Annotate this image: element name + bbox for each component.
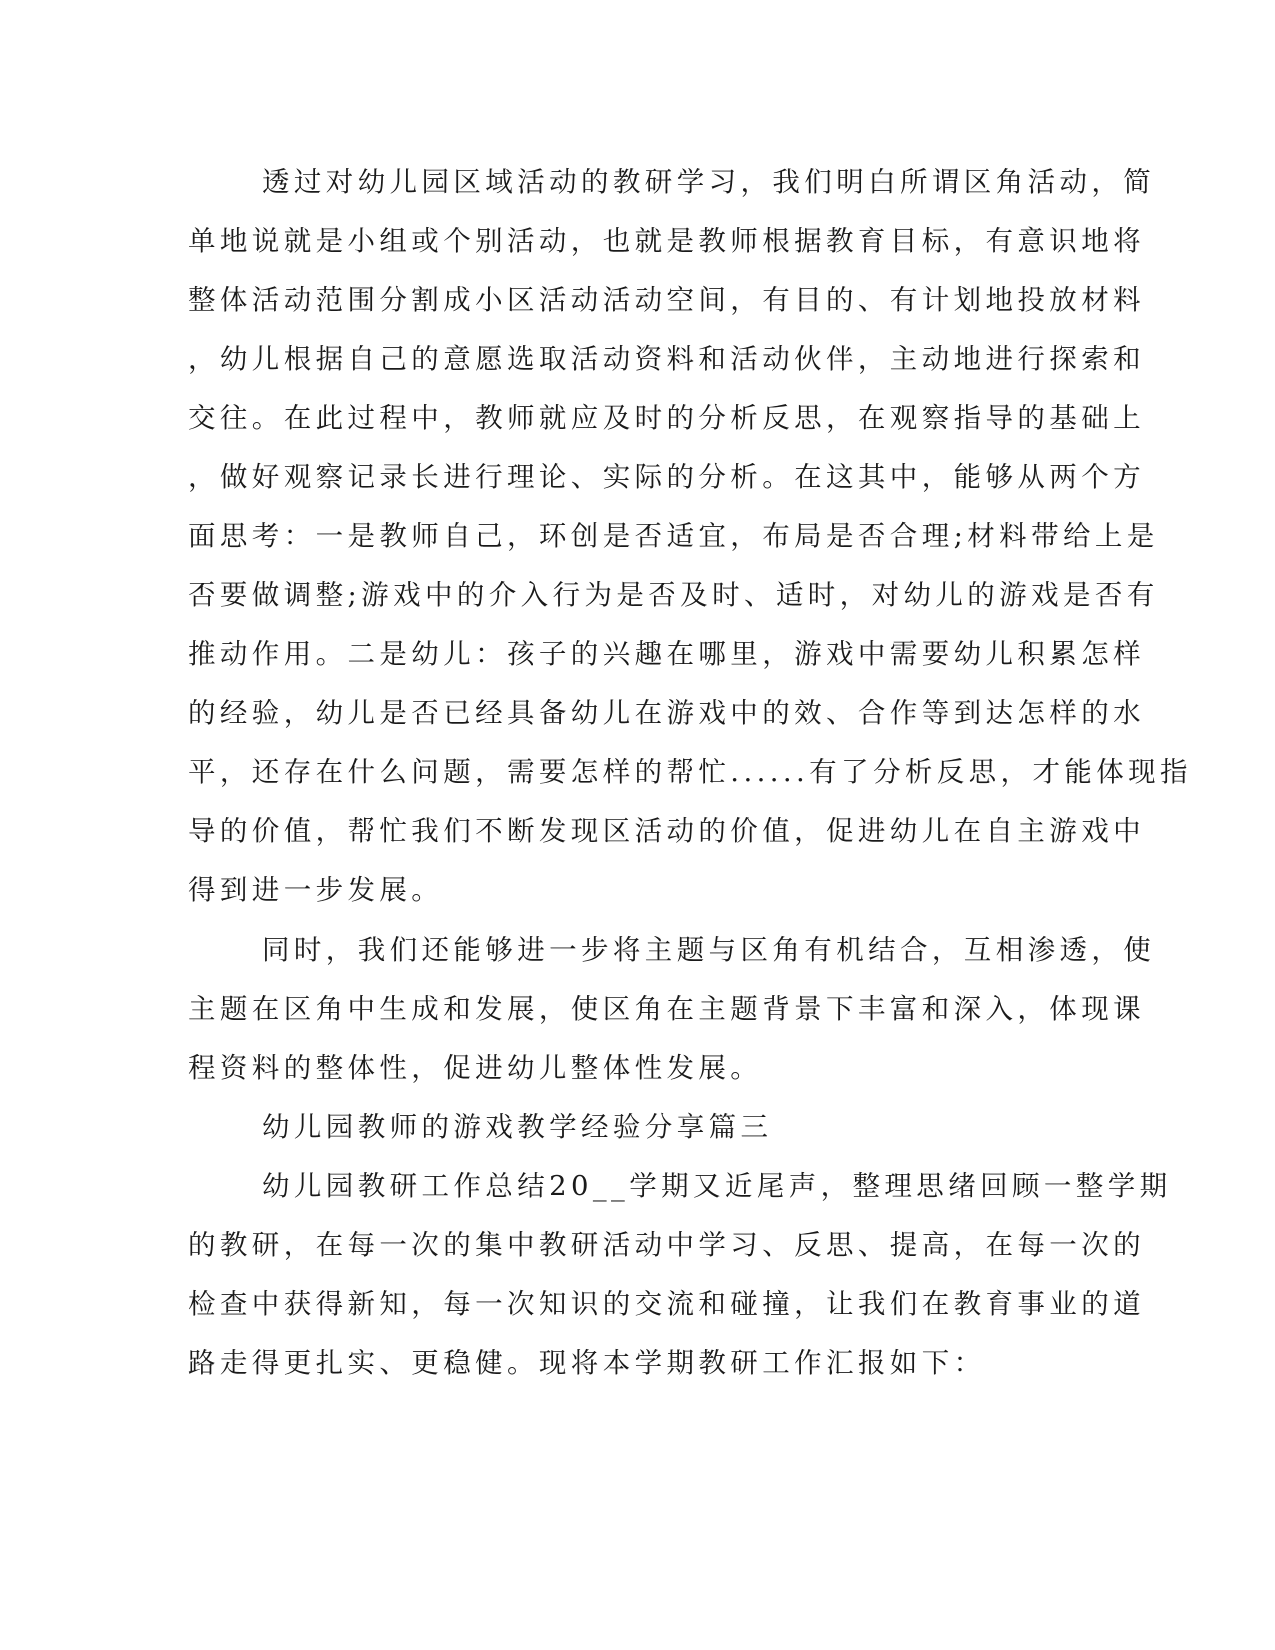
paragraph-2-line-3: 程资料的整体性，促进幼儿整体性发展。 — [188, 1052, 763, 1084]
paragraph-1-line-3: 整体活动范围分割成小区活动活动空间，有目的、有计划地投放材料 — [188, 284, 1145, 316]
paragraph-3-line-1: 幼儿园教研工作总结20__学期又近尾声，整理思绪回顾一整学期 — [262, 1170, 1172, 1202]
paragraph-2-line-2: 主题在区角中生成和发展，使区角在主题背景下丰富和深入，体现课 — [188, 993, 1145, 1025]
paragraph-1-line-2: 单地说就是小组或个别活动，也就是教师根据教育目标，有意识地将 — [188, 225, 1145, 257]
section-heading: 幼儿园教师的游戏教学经验分享篇三 — [262, 1111, 773, 1143]
paragraph-1-line-13: 得到进一步发展。 — [188, 874, 444, 906]
paragraph-1-line-1: 透过对幼儿园区域活动的教研学习，我们明白所谓区角活动，简 — [262, 166, 1156, 198]
paragraph-1-line-7: 面思考：一是教师自己，环创是否适宜，布局是否合理;材料带给上是 — [188, 520, 1159, 552]
paragraph-1-line-10: 的经验，幼儿是否已经具备幼儿在游戏中的效、合作等到达怎样的水 — [188, 697, 1145, 729]
paragraph-1-line-4: ，幼儿根据自己的意愿选取活动资料和活动伙伴，主动地进行探索和 — [188, 343, 1145, 375]
paragraph-3-line-4: 路走得更扎实、更稳健。现将本学期教研工作汇报如下： — [188, 1347, 986, 1379]
paragraph-3-line-3: 检查中获得新知，每一次知识的交流和碰撞，让我们在教育事业的道 — [188, 1288, 1145, 1320]
paragraph-1-line-8: 否要做调整;游戏中的介入行为是否及时、适时，对幼儿的游戏是否有 — [188, 579, 1159, 611]
paragraph-1-line-12: 导的价值，帮忙我们不断发现区活动的价值，促进幼儿在自主游戏中 — [188, 815, 1145, 847]
paragraph-2-line-1: 同时，我们还能够进一步将主题与区角有机结合，互相渗透，使 — [262, 934, 1156, 966]
paragraph-3-line-2: 的教研，在每一次的集中教研活动中学习、反思、提高，在每一次的 — [188, 1229, 1145, 1261]
paragraph-1-line-11: 平，还存在什么问题，需要怎样的帮忙......有了分析反思，才能体现指 — [188, 756, 1192, 788]
paragraph-1-line-5: 交往。在此过程中，教师就应及时的分析反思，在观察指导的基础上 — [188, 402, 1145, 434]
paragraph-1-line-6: ，做好观察记录长进行理论、实际的分析。在这其中，能够从两个方 — [188, 461, 1145, 493]
paragraph-1-line-9: 推动作用。二是幼儿：孩子的兴趣在哪里，游戏中需要幼儿积累怎样 — [188, 638, 1145, 670]
